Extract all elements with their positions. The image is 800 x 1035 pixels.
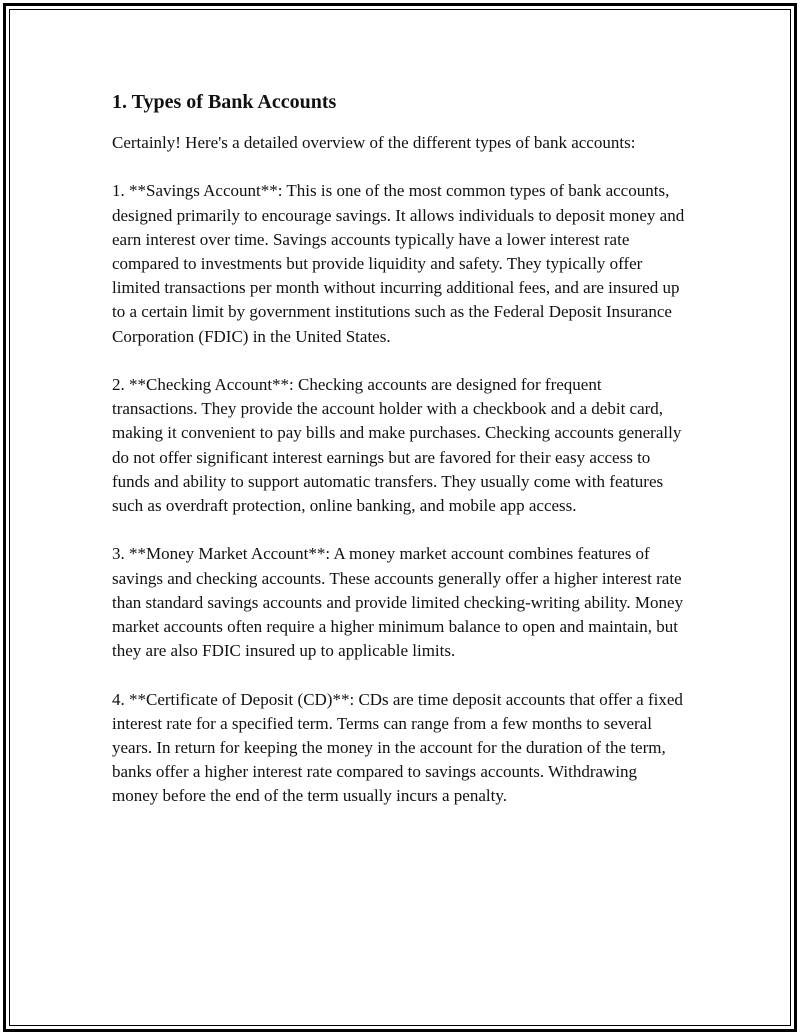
document-body: [112, 88, 687, 833]
page-title: 1. Types of Bank Accounts: [112, 91, 337, 113]
paragraph-savings-account: 1. **Savings Account**: This is one of the most common types of bank accounts, designed primarily to encourage savings. It allows individuals to deposit money and earn interest over time. Savings accounts typically have a lower interest rate compared to investments but provide liquidity and safety. They typically offer limited transactions per month without incurring additional fees, and are insured up to a certain limit by government institutions such as the Federal Deposit Insurance Corporation (FDIC) in the United States.: [112, 181, 685, 346]
paragraph-checking-account: 2. **Checking Account**: Checking accounts are designed for frequent transactions. They provide the account holder with a checkbook and a debit card, making it convenient to pay bills and make purchases. Checking accounts generally do not offer significant interest earnings but are favored for their easy access to funds and ability to support automatic transfers. They usually come with features such as overdraft protection, online banking, and mobile app access.: [112, 375, 682, 516]
intro-paragraph: Certainly! Here's a detailed overview of the different types of bank accounts:: [112, 133, 636, 152]
paragraph-certificate-of-deposit: 4. **Certificate of Deposit (CD)**: CDs are time deposit accounts that offer a fixed interest rate for a specified term. Terms can range from a few months to several years. In return for keeping the money in the account for the duration of the term, banks offer a higher interest rate compared to savings accounts. Withdrawing money before the end of the term usually incurs a penalty.: [112, 689, 683, 806]
paragraph-money-market-account: 3. **Money Market Account**: A money market account combines features of savings and checking accounts. These accounts generally offer a higher interest rate than standard savings accounts and provide limited checking-writing ability. Money market accounts often require a higher minimum balance to open and maintain, but they are also FDIC insured up to applicable limits.: [112, 544, 684, 661]
